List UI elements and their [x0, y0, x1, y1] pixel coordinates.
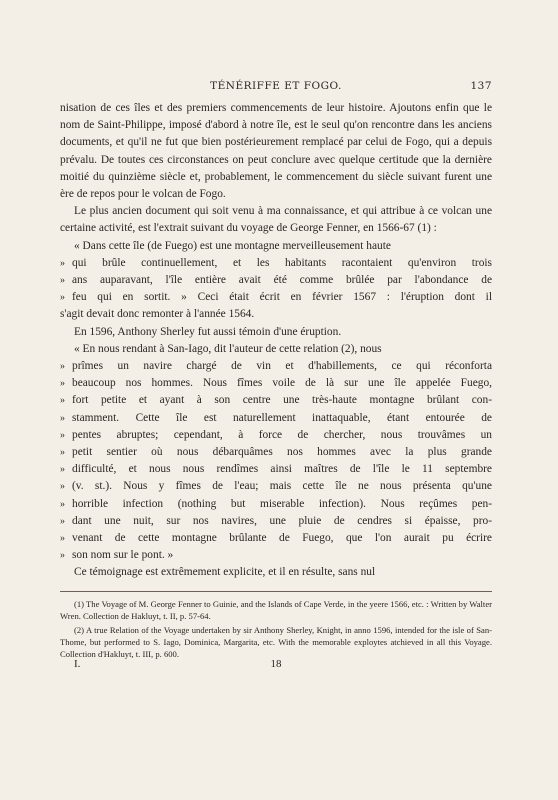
paragraph-3: En 1596, Anthony Sherley fut aussi témoin d'une éruption.	[74, 325, 342, 338]
signature-mark: 18	[270, 658, 282, 670]
running-title: TÉNÉRIFFE ET FOGO.	[210, 80, 342, 92]
paragraph-2: Le plus ancien document qui soit venu à ma connaissance, et qui attribue à ce volcan une certaine activité, est l'extrait suivant du voyage de George Fenner, en 1566-67 (1) :	[60, 205, 492, 235]
main-text	[60, 100, 492, 582]
quote-line: » (v. st.). Nous y fîmes de l'eau; mais cette île ne nous présenta qu'une	[60, 478, 492, 495]
page-number: 137	[470, 80, 492, 92]
quote-line: » feu qui en sortit. » Ceci était écrit en février 1567 : l'éruption dont il	[60, 289, 492, 306]
quote-2-first-line: « En nous rendant à San-Iago, dit l'auteur de cette relation (2), nous	[74, 342, 382, 355]
quote-1-tail: s'agit devait donc remonter à l'année 1564.	[60, 308, 255, 321]
footnote-1: (1) The Voyage of M. George Fenner to Guinie, and the Islands of Cape Verde, in the yeere 1566, etc. : Written by Walter Wren. Collection de Hakluyt, t. II, p. 57-64.	[60, 599, 492, 621]
volume-mark: I.	[74, 658, 81, 670]
quote-line: » difficulté, et nous nous rendîmes ainsi maîtres de l'île le 11 septembre	[60, 461, 492, 478]
quote-line: » prîmes un navire chargé de vin et d'habillements, ce qui réconforta	[60, 358, 492, 375]
quote-line: » petit sentier où nous débarquâmes nos hommes avec la plus grande	[60, 444, 492, 461]
quote-line: » ans auparavant, l'île entière avait été comme brûlée par l'abondance de	[60, 272, 492, 289]
quote-line: » pentes abruptes; cependant, à force de chercher, nous trouvâmes un	[60, 427, 492, 444]
quote-line: » beaucoup nos hommes. Nous fîmes voile de là sur une île appelée Fuego,	[60, 375, 492, 392]
quote-line: » fort petite et ayant à son centre une très-haute montagne brûlant con-	[60, 392, 492, 409]
quote-line: » stamment. Cette île est naturellement inattaquable, étant entourée de	[60, 410, 492, 427]
quote-1-first-line: « Dans cette île (de Fuego) est une montagne merveilleusement haute	[74, 239, 391, 252]
quote-line: » qui brûle continuellement, et les habitants racontaient qu'environ trois	[60, 255, 492, 272]
footnote-divider	[60, 591, 492, 592]
paragraph-4: Ce témoignage est extrêmement explicite, et il en résulte, sans nul	[74, 566, 376, 579]
footnotes	[60, 598, 492, 662]
quote-line: » son nom sur le pont. »	[60, 547, 492, 564]
quote-line: » venant de cette montagne brûlante de Fuego, que l'on aurait pu écrire	[60, 530, 492, 547]
paragraph-1: nisation de ces îles et des premiers commencements de leur histoire. Ajoutons enfin que le nom de Saint-Philippe, imposé d'abord à notre île, est le seul qu'on rencontre dans les anciens documents, et qu'il ne fut que bien postérieurement remplacé par celui de Fogo, qui a depuis prévalu. De toutes ces circonstances on peut conclure avec quelque certitude que la dernière moitié du quinzième siècle et, probablement, le commencement du siècle suivant furent une ère de repos pour le volcan de Fogo.	[60, 102, 492, 201]
quote-line: » horrible infection (nothing but miserable infection). Nous reçûmes pen-	[60, 496, 492, 513]
footnote-2: (2) A true Relation of the Voyage undertaken by sir Anthony Sherley, Knight, in anno 1596, intended for the isle of San-Thome, but performed to S. Iago, Dominica, Margarita, etc. With the memorable exploytes atchieved in all this Voyage. Collection d'Hakluyt, t. III, p. 600.	[60, 625, 492, 659]
quote-line: » dant une nuit, sur nos navires, une pluie de cendres si épaisse, pro-	[60, 513, 492, 530]
